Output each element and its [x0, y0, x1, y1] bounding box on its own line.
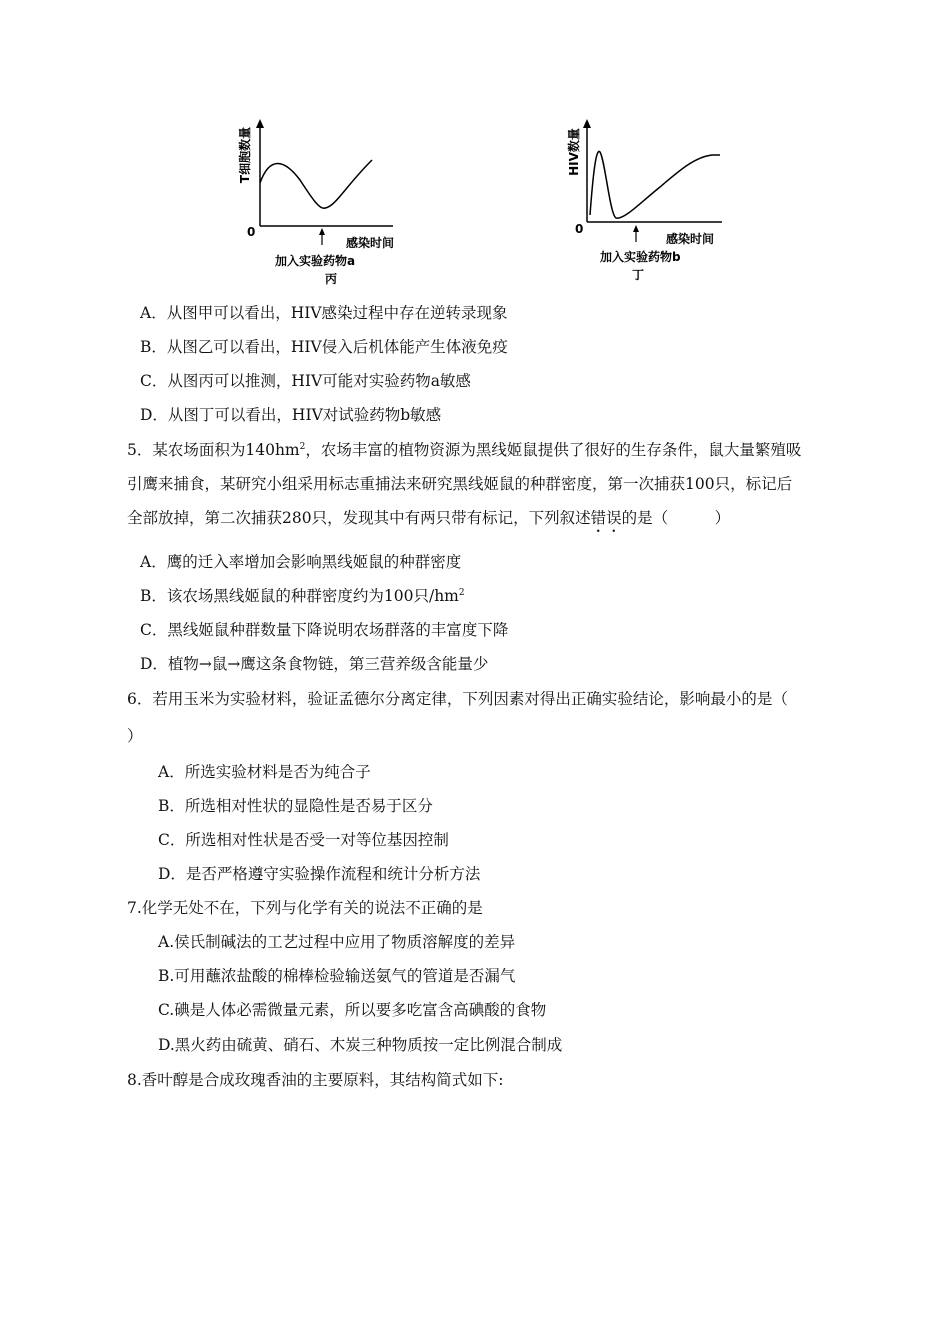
q4-option-c: C．从图丙可以推测，HIV可能对实验药物a敏感 — [140, 372, 471, 390]
q4-option-a: A．从图甲可以看出，HIV感染过程中存在逆转录现象 — [140, 304, 508, 322]
q5-option-a: A．鹰的迁入率增加会影响黑线姬鼠的种群密度 — [140, 553, 462, 571]
q6-option-c: C．所选相对性状是否受一对等位基因控制 — [158, 831, 449, 849]
q6-option-d: D．是否严格遵守实验操作流程和统计分析方法 — [158, 865, 481, 883]
q7-option-b: B.可用蘸浓盐酸的棉棒检验输送氨气的管道是否漏气 — [158, 967, 516, 985]
figure-c-annotation: 加入实验药物a — [275, 254, 356, 268]
q5-option-b-text: B．该农场黑线姬鼠的种群密度约为100只/hm — [140, 587, 459, 605]
figure-d-origin: 0 — [575, 222, 584, 236]
q5-option-d: D．植物→鼠→鹰这条食物链，第三营养级含能量少 — [140, 655, 489, 673]
figure-d-y-label: HIV数量 — [567, 128, 581, 176]
q6-option-a: A．所选实验材料是否为纯合子 — [158, 763, 371, 781]
q5-stem-line-1-post: ，农场丰富的植物资源为黑线姬鼠提供了很好的生存条件，鼠大量繁殖吸 — [305, 441, 802, 459]
q5-stem-line-1-sup: 2 — [299, 441, 306, 452]
figure-c-y-label: T细胞数量 — [238, 126, 252, 184]
q7-option-a: A.侯氏制碱法的工艺过程中应用了物质溶解度的差异 — [158, 933, 516, 951]
q6-stem-line-1: 6．若用玉米为实验材料，验证孟德尔分离定律，下列因素对得出正确实验结论，影响最小的是（ — [127, 690, 788, 708]
q5-stem-line-1-pre: 5．某农场面积为140hm — [127, 441, 300, 459]
q7-option-c: C.碘是人体必需微量元素，所以要多吃富含高碘酸的食物 — [158, 1001, 547, 1019]
figure-d-graph — [560, 115, 770, 290]
q6-option-b: B．所选相对性状的显隐性是否易于区分 — [158, 797, 433, 815]
figure-c-caption: 丙 — [325, 272, 338, 286]
q7-stem: 7.化学无处不在，下列与化学有关的说法不正确的是 — [127, 899, 483, 917]
figure-c-drug-arrowhead — [319, 228, 325, 235]
q5-option-b-sup: 2 — [458, 587, 465, 598]
q5-stem-line-3-pre: 全部放掉，第二次捕获280只，发现其中有两只带有标记，下列叙述 — [127, 509, 591, 527]
figure-d-y-arrow — [583, 119, 591, 128]
q5-stem-line-1 — [127, 440, 801, 460]
q5-stem-line-3 — [127, 508, 730, 536]
figure-c-graph — [225, 115, 425, 290]
q5-stem-line-3-post: 的是（ ） — [621, 509, 731, 527]
figure-d-annotation: 加入实验药物b — [600, 250, 681, 264]
figure-d-x-label: 感染时间 — [666, 232, 715, 246]
q4-option-b: B．从图乙可以看出，HIV侵入后机体能产生体液免疫 — [140, 338, 508, 356]
figure-d-drug-arrowhead — [633, 225, 639, 232]
q6-stem-line-2: ） — [127, 727, 143, 745]
figure-c-x-label: 感染时间 — [346, 236, 395, 250]
q5-option-b — [140, 586, 465, 606]
figure-c-y-arrow — [256, 119, 264, 128]
figure-d-curve — [590, 151, 720, 218]
figure-d-caption: 丁 — [632, 268, 645, 282]
q5-stem-line-2: 引鹰来捕食，某研究小组采用标志重捕法来研究黑线姬鼠的种群密度，第一次捕获100只，标记后 — [127, 475, 793, 493]
q5-option-c: C．黑线姬鼠种群数量下降说明农场群落的丰富度下降 — [140, 621, 509, 639]
figure-c-curve — [260, 160, 372, 208]
q5-emphasis-word: 错误 — [590, 509, 622, 527]
q7-option-d: D.黑火药由硫黄、硝石、木炭三种物质按一定比例混合制成 — [158, 1036, 563, 1054]
q8-stem: 8.香叶醇是合成玫瑰香油的主要原料，其结构简式如下: — [127, 1071, 504, 1089]
q4-option-d: D．从图丁可以看出，HIV对试验药物b敏感 — [140, 406, 442, 424]
figure-c-origin: 0 — [247, 225, 256, 239]
